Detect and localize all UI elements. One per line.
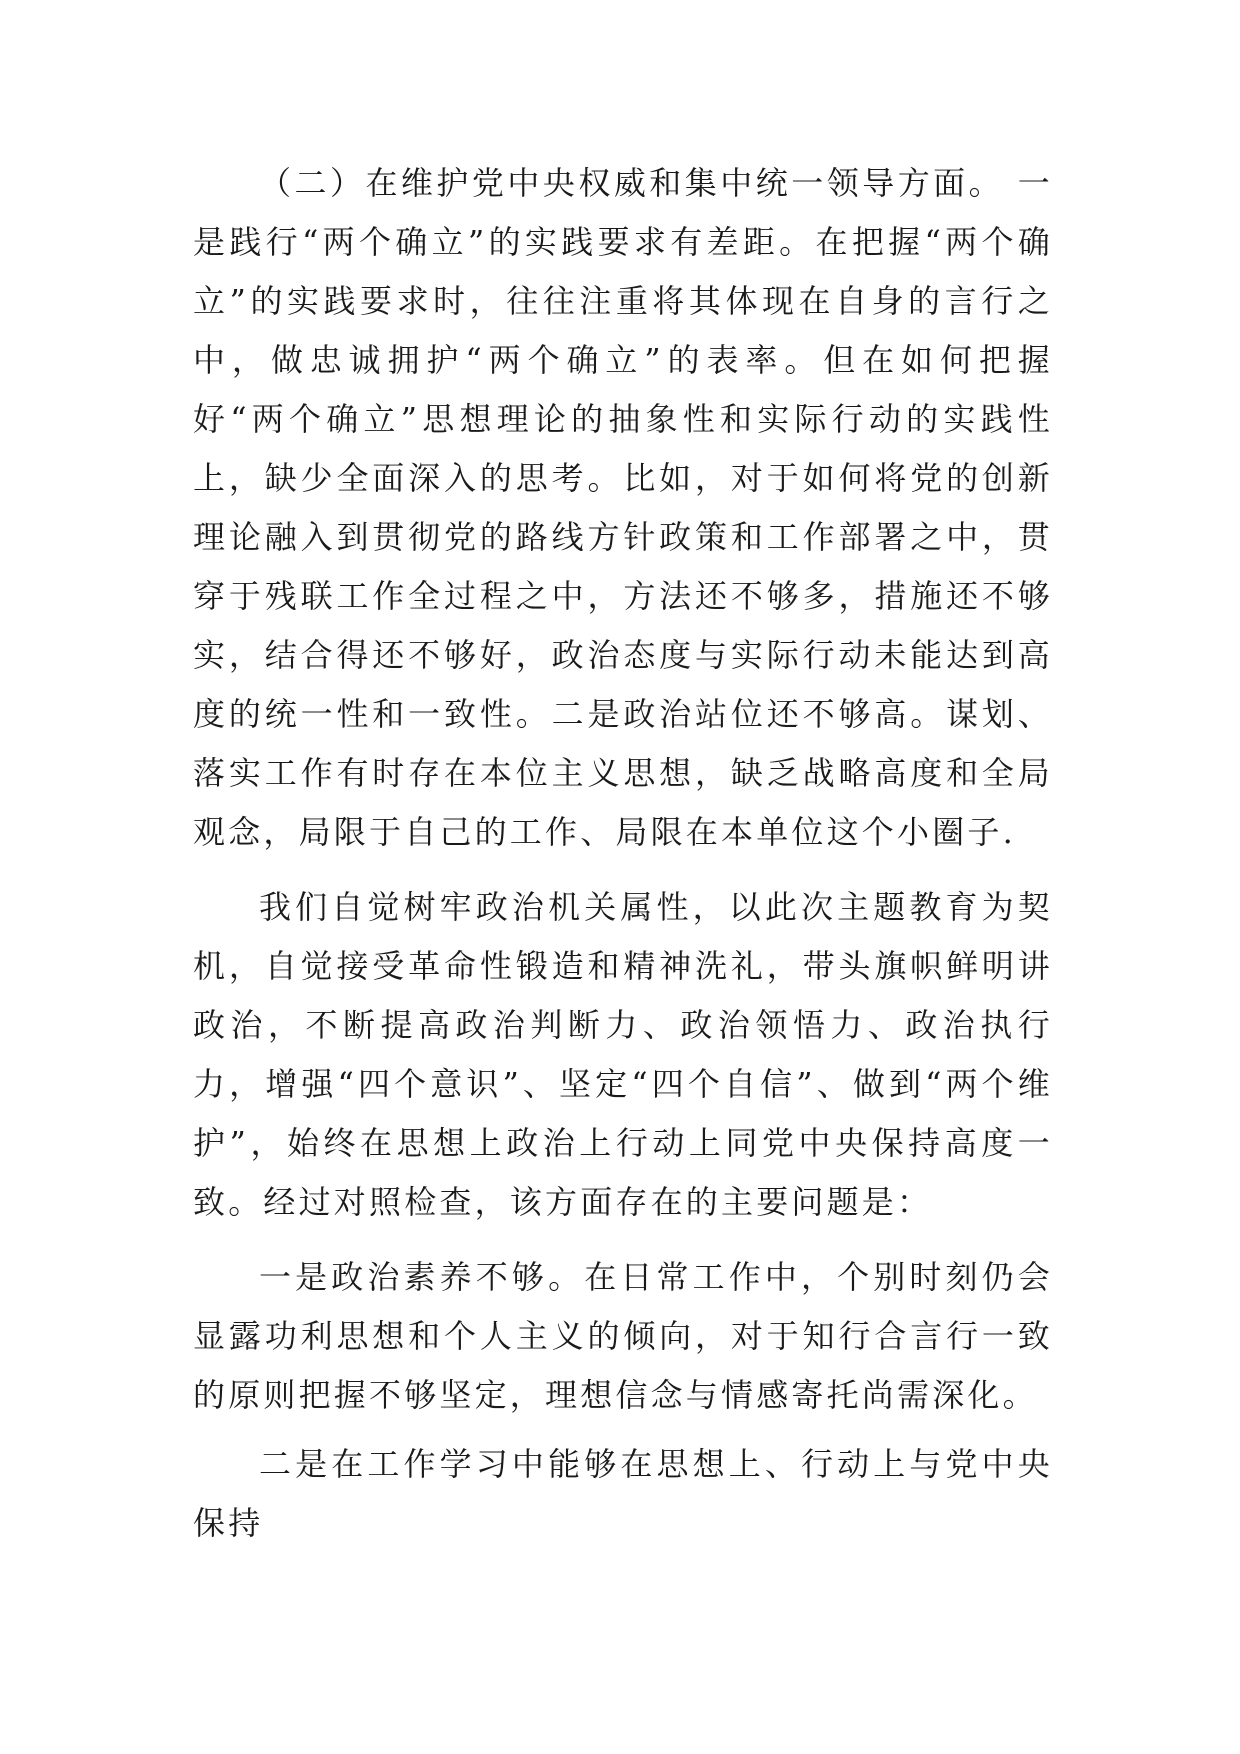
- document-body: [193, 154, 1053, 1553]
- paragraph-issue-one: 一是政治素养不够。在日常工作中，个别时刻仍会显露功利思想和个人主义的倾向，对于知行合言行一致的原则把握不够坚定，理想信念与情感寄托尚需深化。: [193, 1258, 1053, 1414]
- paragraph-central-authority: （二）在维护党中央权威和集中统一领导方面。 一是践行“两个确立”的实践要求有差距。在把握“两个确立”的实践要求时，往往注重将其体现在自身的言行之中，做忠诚拥护“两个确立”的表率。但在如何把握好“两个确立”思想理论的抽象性和实际行动的实践性上，缺少全面深入的思考。比如，对于如何将党的创新理论融入到贯彻党的路线方针政策和工作部署之中，贯穿于残联工作全过程之中，方法还不够多，措施还不够实，结合得还不够好，政治态度与实际行动未能达到高度的统一性和一致性。二是政治站位还不够高。谋划、落实工作有时存在本位主义思想，缺乏战略高度和全局观念，局限于自己的工作、局限在本单位这个小圈子.: [193, 164, 1053, 851]
- paragraph-political-awareness: 我们自觉树牢政治机关属性，以此次主题教育为契机，自觉接受革命性锻造和精神洗礼，带头旗帜鲜明讲政治，不断提高政治判断力、政治领悟力、政治执行力，增强“四个意识”、坚定“四个自信”、做到“两个维护”，始终在思想上政治上行动上同党中央保持高度一致。经过对照检查，该方面存在的主要问题是：: [193, 888, 1053, 1221]
- paragraph-issue-two: 二是在工作学习中能够在思想上、行动上与党中央保持: [193, 1445, 1053, 1542]
